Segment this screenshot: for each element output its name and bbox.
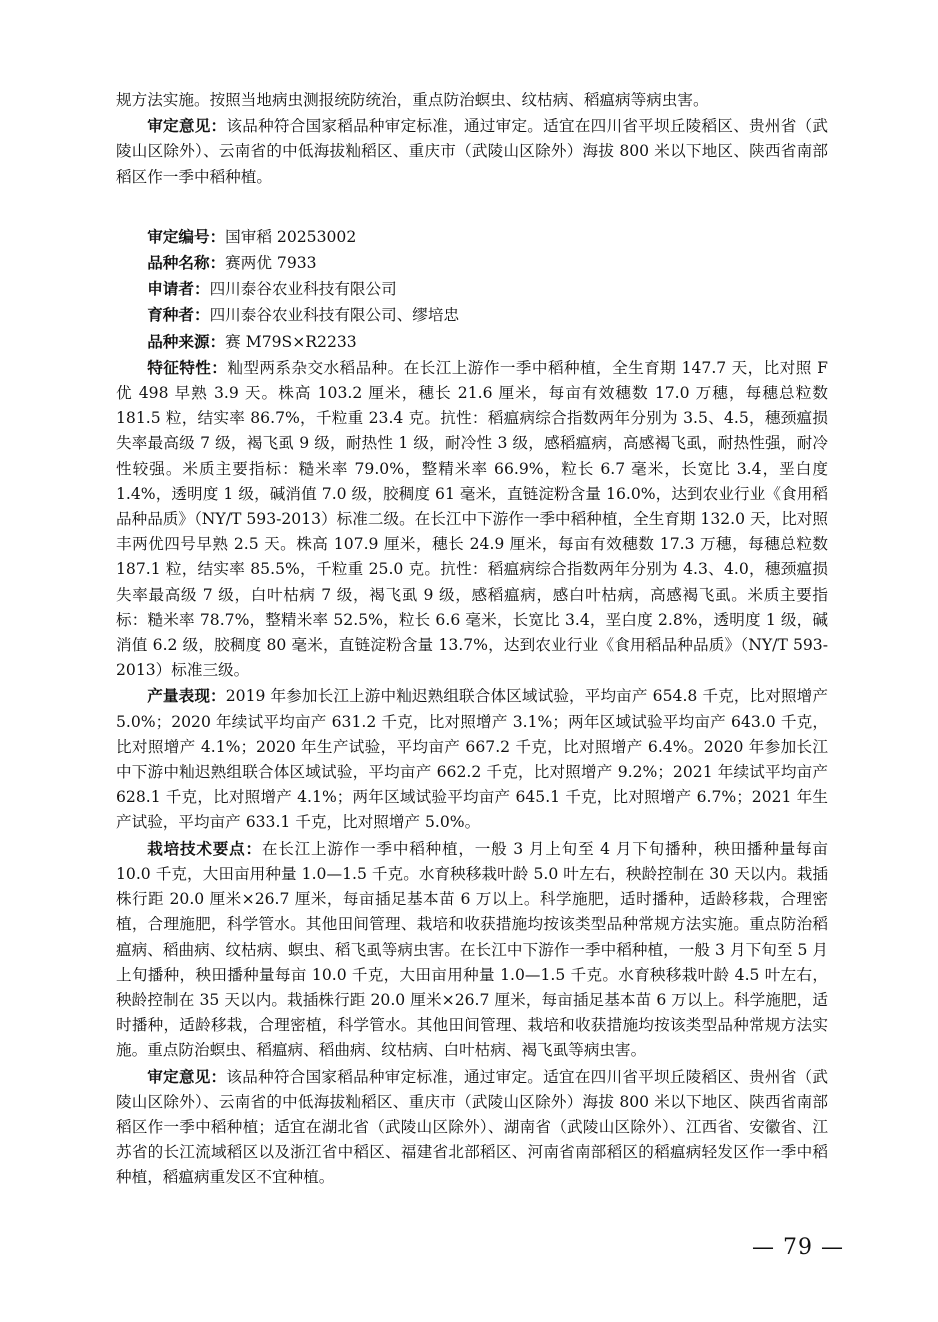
approval-number: 审定编号：国审稻 20253002 [147, 226, 357, 246]
approval-opinion: 审定意见：该品种符合国家稻品种审定标准，通过审定。适宜在四川省平坝丘陵稻区、贵州省（武陵山区除外）、云南省的中低海拔籼稻区、重庆市（武陵山区除外）海拔 800 米以下地区、陕西省南部稻区作一季中稻种植；适宜在湖北省（武陵山区除外）、湖南省（武陵山区除外）、江西省、安徽省、江苏省的长江流域稻区以及浙江省中稻区、福建省北部稻区、河南省南部稻区的稻瘟病轻发区作一季中稻种植，稻瘟病重发区不宜种植。 [116, 1066, 828, 1187]
approval-label: 审定意见： [147, 116, 227, 136]
variety-name: 品种名称：赛两优 7933 [147, 253, 317, 273]
page-number: — 79 — [752, 1235, 844, 1260]
section-gap [116, 190, 828, 224]
document-page [116, 88, 828, 1191]
variety-source: 品种来源：赛 M79S×R2233 [147, 331, 357, 351]
previous-cultivation-tail: 规方法实施。按照当地病虫测报统防统治，重点防治螟虫、纹枯病、稻瘟病等病虫害。 [116, 91, 709, 109]
yield-performance: 产量表现：2019 年参加长江上游中籼迟熟组联合体区域试验，平均亩产 654.8 千克，比对照增产 5.0%；2020 年续试平均亩产 631.2 千克，比对照增产 3.1%；两年区域试验平均亩产 643.0 千克，比对照增产 4.1%；2020 年生产试验，平均亩产 667.2 千克，比对照增产 6.4%。2020 年参加长江中下游中籼迟熟组联合体区域试验，平均亩产 662.2 千克，比对照增产 9.2%；2021 年续试平均亩产 628.1 千克，比对照增产 4.1%；两年区域试验平均亩产 645.1 千克，比对照增产 6.7%；2021 年生产试验，平均亩产 633.1 千克，比对照增产 5.0%。 [116, 686, 828, 832]
breeder: 育种者：四川泰谷农业科技有限公司、缪培忠 [147, 305, 460, 325]
cultivation-key-points: 栽培技术要点：在长江上游作一季中稻种植，一般 3 月上旬至 4 月下旬播种，秧田播种量每亩 10.0 千克，大田亩用种量 1.0—1.5 千克。水育秧移栽叶龄 5.0 叶左右，秧龄控制在 30 天以内。栽插株行距 20.0 厘米×26.7 厘米，每亩插足基本苗 6 万以上。科学施肥，适时播种，适龄移栽，合理密植，合理施肥，科学管水。其他田间管理、栽培和收获措施均按该类型品种常规方法实施。重点防治稻瘟病、稻曲病、纹枯病、螟虫、稻飞虱等病虫害。在长江中下游作一季中稻种植，一般 3 月下旬至 5 月上旬播种，秧田播种量每亩 10.0 千克，大田亩用种量 1.0—1.5 千克。水育秧移栽叶龄 4.5 叶左右，秧龄控制在 35 天以内。栽插株行距 20.0 厘米×26.7 厘米，每亩插足基本苗 6 万以上。科学施肥，适时播种，适龄移栽，合理密植，科学管水。其他田间管理、栽培和收获措施均按该类型品种常规方法实施。重点防治螟虫、稻瘟病、稻曲病、纹枯病、白叶枯病、褐飞虱等病虫害。 [116, 838, 828, 1060]
applicant: 申请者：四川泰谷农业科技有限公司 [147, 279, 397, 299]
previous-approval-opinion: 审定意见：该品种符合国家稻品种审定标准，通过审定。适宜在四川省平坝丘陵稻区、贵州省（武陵山区除外）、云南省的中低海拔籼稻区、重庆市（武陵山区除外）海拔 800 米以下地区、陕西省南部稻区作一季中稻种植。 [116, 116, 828, 186]
characteristics: 特征特性：籼型两系杂交水稻品种。在长江上游作一季中稻种植，全生育期 147.7 天，比对照 F 优 498 早熟 3.9 天。株高 103.2 厘米，穗长 21.6 厘米，每亩有效穗数 17.0 万穗，每穗总粒数 181.5 粒，结实率 86.7%，千粒重 23.4 克。抗性：稻瘟病综合指数两年分别为 3.5、4.5，穗颈瘟损失率最高级 7 级，褐飞虱 9 级，耐热性 1 级，耐冷性 3 级，感稻瘟病，高感褐飞虱，耐热性强，耐冷性较强。米质主要指标：糙米率 79.0%，整精米率 66.9%，粒长 6.7 毫米，长宽比 3.4，垩白度 1.4%，透明度 1 级，碱消值 7.0 级，胶稠度 61 毫米，直链淀粉含量 16.0%，达到农业行业《食用稻品种品质》（NY/T 593-2013）标准二级。在长江中下游作一季中稻种植，全生育期 132.0 天，比对照丰两优四号早熟 2.5 天。株高 107.9 厘米，穗长 24.9 厘米，每亩有效穗数 17.3 万穗，每穗总粒数 187.1 粒，结实率 85.5%，千粒重 25.0 克。抗性：稻瘟病综合指数两年分别为 4.3、4.0，穗颈瘟损失率最高级 7 级，白叶枯病 7 级，褐飞虱 9 级，感稻瘟病，感白叶枯病，高感褐飞虱。米质主要指标：糙米率 78.7%，整精米率 52.5%，粒长 6.6 毫米，长宽比 3.4，垩白度 2.8%，透明度 1 级，碱消值 6.2 级，胶稠度 80 毫米，直链淀粉含量 13.7%，达到农业行业《食用稻品种品质》（NY/T 593-2013）标准三级。 [116, 357, 828, 680]
